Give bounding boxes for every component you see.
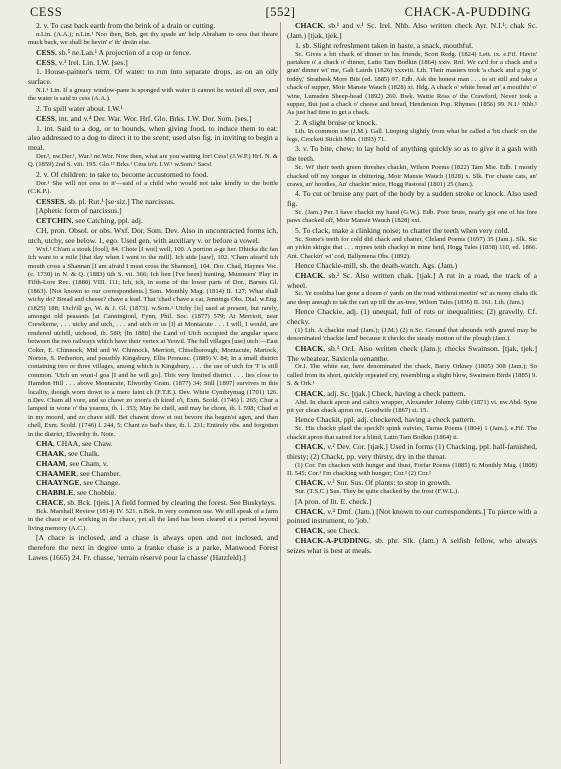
header-right-word: CHACK-A-PUDDING xyxy=(404,5,531,19)
entry-paragraph: (1) Cor. I'm chacken with hunger and thust, Forfar Poems (1885) 6; Monthly Mag. (1808) II. 545; Cor.¹ I'm chacking with hunger; Cor.² (2) Cor.² xyxy=(287,461,537,478)
entry-paragraph: Sc. Wi' their teeth green threshes chackit, Wilson Poems (1822) Tam Mie. Edb. I mostly chacked off my tongue in chittering, Moir Mansie Wauch (1828) x. Slk. For chaste cats, an' craws, an' hoodies, An' chackin' mice, Hogg Pastoral (1801) 25 (Jam.). xyxy=(287,164,537,188)
page-number: [552] xyxy=(265,5,296,19)
entry-paragraph: Der.², nw.Der.¹, War.² ne.Wor. Now then, what are you waiting for! Cess! (J.W.P.) Hrf. N. & Q. (1859) 2nd S. viii. 195. Glo.¹² Brks.¹ Cess to't. I.W.¹ w.Som.¹ Sacs! xyxy=(28,153,278,169)
entry-paragraph: Wxf.¹ Ch'am a stouk [fool], 84. Chote [I wot] well, 100. A portion a-ge her. Dhicka dic fan ich want to a mile [that day when I went to the mill]. Ich aide [saw], 102. 'Cham afear'd ich mouth cross a Shannan [I am afraid I must cross the Shannon], 104. Dor. Chad, Haynes Voc. (c. 1730) in N. & Q. (1883) 6th S. vii. 366; Ich ben [I've been] hunting, Mummers' Play in Fifth-Lore Rec. (1880) VIII. 111; Ich, ich, in some of the lower parts of Dor., Barnes Gl. (1863). [Not known to our correspondents.] Som. Monthly Mag. (1814) II. 127; What shall wichy do? Bread and cheese? chave a lead. That 'chad c'have a cat, Jennings Obs. Dial. w.Eng. (1825) 188; Utch'ill go, W. & J. Gl. (1873). w.Som.¹ Utchy [is] used at present, but rarely, amongst old peasants [at Canningtonl, Fynn, Phil. Soc. (1877) 579; At Merriott, near Crewkerne, . . . utchy and utch, . . . and utch or us [I] at Montacute . . . I will, I would, are rendered utchill, utchood, ib. 580; [In 1880] the Land of Utch occupied the angular space between the two railways which have their vertex at Yeovil. The full villages [use] utch:—East Coker, E. Chinnock, Mid and W. Chinnock, Merriott, Chiselborough, Montacute, Martock, Norton, S. Petherton, and possibly Kingsbury, Ellis Pronunc. (1889) V. 84; In a small district containing two or three villages, among which is Kingsbury, . . . the use of utch for 'I' is still common. 'Utch un wuni-l goa [I and he will go]. This very limited district . . . lies close to Hamdon Hill . . . above Montacute, Elworthy Gram. (1877) 34; Still [1897] survives in this locality, though worn down to a mere faint ch (F.T.E.). Dev. White Cymbrymag (1701) 126. n.Dev. Cham all vore, and so chawr zo zoon's ch kired o't, Exm. Scold. (1746) l. 265; Chur a lamped in wone o' tha yearms, ib. l. 353; May be chell, and may be chont, ib. l. 598; Chad et in my moord, and zo chave still. Bet chawnt drow et out bevore tha begen'st agen, and than chell, Exm. Scold. (1746) l. 244, 5; Chant zo bad's thee, ib. l. 231; Entirely obs. and forgotten in the district, Elworthy ib. Note. xyxy=(28,245,278,438)
entry-paragraph: 2. v. Of children: to take to, become accustomed to food. xyxy=(36,169,209,179)
entry-paragraph: CHABBLE, see Chobble. xyxy=(36,488,117,498)
column-divider xyxy=(280,22,281,764)
entry-paragraph: Sc. (Jam.) Per. I have chackit my hand (G.W.). Edb. Poor brute, nearly got one of his fore paws chacked off, Moir Mansie Wauch (1828) xxi. xyxy=(287,209,537,225)
entry-paragraph: n.Lin. (A.A.); n.Lin.¹ Noo then, Bob, get thy spade an' help Abraham to cess that theare muck back, we shall be hevin' e' th' dreän else. xyxy=(28,30,278,47)
entry-paragraph: Sur. (T.S.C.) Sus. They be quite chacked by the frost (F.W.L.). xyxy=(295,488,459,496)
entry-paragraph: CESS, sb.⁵ ne.Lan.¹ A projection of a cop or fence. xyxy=(36,47,192,57)
entry-paragraph: CHACK, v.⁴ Dmf. (Jam.) [Not known to our correspondents.] To pierce with a pointed instrument, to 'job.' xyxy=(287,506,537,526)
right-column xyxy=(287,21,537,765)
entry-paragraph: CHAAMER, see Chamber. xyxy=(36,468,121,478)
entry-paragraph: [Aphetic form of narcissus.] xyxy=(36,206,122,216)
entry-paragraph: [A pron. of lit. E. check.] xyxy=(295,496,372,506)
entry-paragraph: CESS, int. and v.⁴ Der. War. Wor. Hrf. Glo. Brks. I.W. Dor. Som. [ses.] xyxy=(36,113,252,123)
entry-paragraph: 2. A slight bruise or knock. xyxy=(295,117,378,127)
entry-paragraph: CHACK, v.² Dev. Cor. [tjæk.] Used in forms (1) Chacking, ppl. half-famished, thirsty; (2) Chackt, pp. very thirsty, dry in the throat. xyxy=(287,441,537,461)
entry-paragraph: CHACK, v.³ Sur. Sus. Of plants: to stop in growth. xyxy=(295,478,451,488)
running-header xyxy=(30,5,531,21)
entry-paragraph: Sc. Ye couldna hae gone a dozen o' yards on the road without meetin' wi' as mony chaks ilk ane deep aneugh to tak the cart up till the ax-tree, Wilson Tales (1836) II. 161. Lth. (Jam.) xyxy=(287,290,537,306)
entry-paragraph: 1. int. Said to a dog, or to hounds, when giving food, to induce them to eat: also addressed to a dog to direct it to the scent; used also fig. in inviting to begin a meal. xyxy=(28,123,278,153)
header-left-word: CESS xyxy=(30,5,63,19)
entry-paragraph: Abd. In chack apron and calico wrapper, Alexander Johnny Gibb (1871) vi. nw.Abd. Syne pit yer clean chack apron on, Goodwife (1867) st. 15. xyxy=(287,398,537,414)
entry-paragraph: 3. v. To bite, chew; to lay hold of anything quickly so as to give it a gash with the teeth. xyxy=(287,144,537,164)
entry-paragraph: Hence Chackit, ppl. adj. checkered, having a check pattern. xyxy=(295,415,476,425)
entry-paragraph: Sc. Some's teeth for cold did chack and chatter, Cleland Poems (1697) 35 (Jam.). Slk. Sic an yirkin skirgie that . . . mynes teith chackyt in mine heid, Hogg Tales (1838) 110, ed. 1866. Ant. Chackin' wi' cod, Ballymena Obs. (1892). xyxy=(287,235,537,260)
entry-paragraph: [A chace is inclosed, and a chase is always open and not inclosed, and therefore the next in degree unto a franke chase is a parke, Manwood Forest Lawes (1665) 24. Fr. chasse, 'terrain réservé pour la chasse' (Hatzfeld).] xyxy=(28,533,278,562)
entry-paragraph: 4. To cut or bruise any part of the body by a sudden stroke or knock. Also used fig. xyxy=(287,189,537,209)
entry-paragraph: CESS, v.³ Irel. Lin. I.W. [ses.] xyxy=(36,57,128,67)
entry-paragraph: CHACK, sb.³ Or.I. Also written check (Jam.); checks Swainson. [tjak, tjek.] The wheatear, Saxicola oenanthe. xyxy=(287,343,537,363)
entry-paragraph: Sc. Gives a bit chack of dinner to his friends, Scott Redg. (1824) Lett. ix. e.Fif. Havin' partaken o' a chack o' dinner, Latto Tam Bodkin (1864) xxiv. Rnf. We ca'd for a chack and a gran' dinner wi' me, Galt Lairds (1826) xxxviii. Lth. Their masters took 'a chack and a jug o' toddy,' Strathesk More Bits (ed. 1885) 97. Edb. Ask the honest man . . . to sit still and take a chack of supper, Moir Mansie Wauch (1828) xi. Hdg. A chack o' white bread an' a mouthfu' o' wine, Lumsden Sheep-head (1892) 260. Bwk. Wattie Ross o' the Crawford, Never took a supper, But just a chack o' cheese and bread, Henderson Pop. Rhymes (1856) 99. N.I.¹ Nhb.¹ As just had time to get a chack. xyxy=(287,50,537,117)
entry-paragraph: 5. To clack, make a clinking noise; to chatter the teeth when very cold. xyxy=(295,225,510,235)
entry-paragraph: Lth. In common use (J.M.). Gall. Limping slightly from what he called a 'bit chack' on the legs, Crockett Stickit Min. (1893) 71. xyxy=(287,127,537,144)
entry-paragraph: CHACK-A-PUDDING, sb. phr. Slk. (Jam.) A selfish fellow, who always seizes what is best at meals. xyxy=(287,536,537,555)
entry-paragraph: CHACK, adj. Sc. [tjak.] Check, having a check pattern. xyxy=(295,388,466,398)
left-column xyxy=(28,21,278,765)
entry-paragraph: CHACK, sb.¹ and v.¹ Sc. Irel. Nhb. Also written check Ayr. N.I.¹; chak Sc. (Jam.) [tjak, tjek.] xyxy=(287,21,537,40)
entry-paragraph: N.I.¹ Lin. If a greasy window-pane is sponged with water it cannot be wetted all over, and the water is said to cess (A.A.). xyxy=(28,87,278,103)
entry-paragraph: Or.I. The white ear, here denominated the chack, Barry Orkney (1805) 308 (Jam.); So called from its short, quickly repeated cry, resembling a slight blow, Swainson Birds (1885) 9. S. & Ork.¹ xyxy=(287,363,537,388)
entry-paragraph: (1) Lth. A chackie road (Jam.); (J.M.) (2) n.Sc. Ground that abounds with gravel may be denominated 'chackie land' because it checks the steady motion of the plough (Jam.). xyxy=(287,326,537,343)
entry-paragraph: CHACE, sb. Bck. [tjeis.] A field formed by clearing the forest. See Buskyleys. xyxy=(36,498,277,508)
entry-paragraph: CETCHIN, see Catching, ppl. adj. xyxy=(36,216,143,226)
entry-paragraph: CHAAYNGE, see Change. xyxy=(36,478,121,488)
entry-paragraph: Hence Chackie, adj. (1) unequal, full of ruts or inequalities; (2) gravelly. Cf. checky. xyxy=(287,307,537,327)
entry-paragraph: CH, pron. Obsol. or obs. Wxf. Dor. Som. Dev. Also in uncontracted forms ich, utch, utchy, see below. 1, ego. Used gen. with auxiliary v. or before a vowel. xyxy=(28,226,278,245)
entry-paragraph: 2. To spill water about. I.W.¹ xyxy=(36,103,123,113)
entry-paragraph: Dor.¹ She will not cess to it'—said of a child who would not take kindly to the bottle (C.K.P.). xyxy=(28,179,278,196)
entry-paragraph: 1. House-painter's term. Of water: to run into separate drops, as on an oily surface. xyxy=(28,67,278,87)
entry-paragraph: Bck. Marshall Review (1814) IV. 521. n.Bck. In very common use. We still speak of a farm in the chace or of working in the chace, yet all the land has been cleared at a period beyond living memory (A.C.). xyxy=(28,508,278,532)
entry-paragraph: 1. sb. Slight refreshment taken in haste, a snack, mouthful. xyxy=(295,40,473,50)
entry-paragraph: Hence Chackie-mill, sb. the death-watch. Ags. (Jam.) xyxy=(295,260,458,270)
entry-paragraph: CHACK, see Check. xyxy=(295,526,360,536)
entry-paragraph: CHAAM, see Cham, v. xyxy=(36,458,109,468)
entry-paragraph: 2. v. To cast back earth from the brink of a drain or cutting. xyxy=(36,21,216,30)
entry-paragraph: CHA, CHAA, see Chaw. xyxy=(36,439,113,449)
entry-paragraph: CESSES, sb. pl. Rut.¹ [se·siz.] The narcissus. xyxy=(36,196,175,206)
entry-paragraph: CHACK, sb.² Sc. Also written chak. [tjak.] A rut in a road, the track of a wheel. xyxy=(287,270,537,290)
entry-paragraph: Sc. His chackit plaid the speckl't spink outvies, Tarras Poems (1804) 1 (Jam.). e.Fif. The chackit apron that saired for a blind, Latto Tam Bodkin (1864) ii. xyxy=(287,425,537,441)
entry-paragraph: CHAAK, see Chalk. xyxy=(36,448,100,458)
